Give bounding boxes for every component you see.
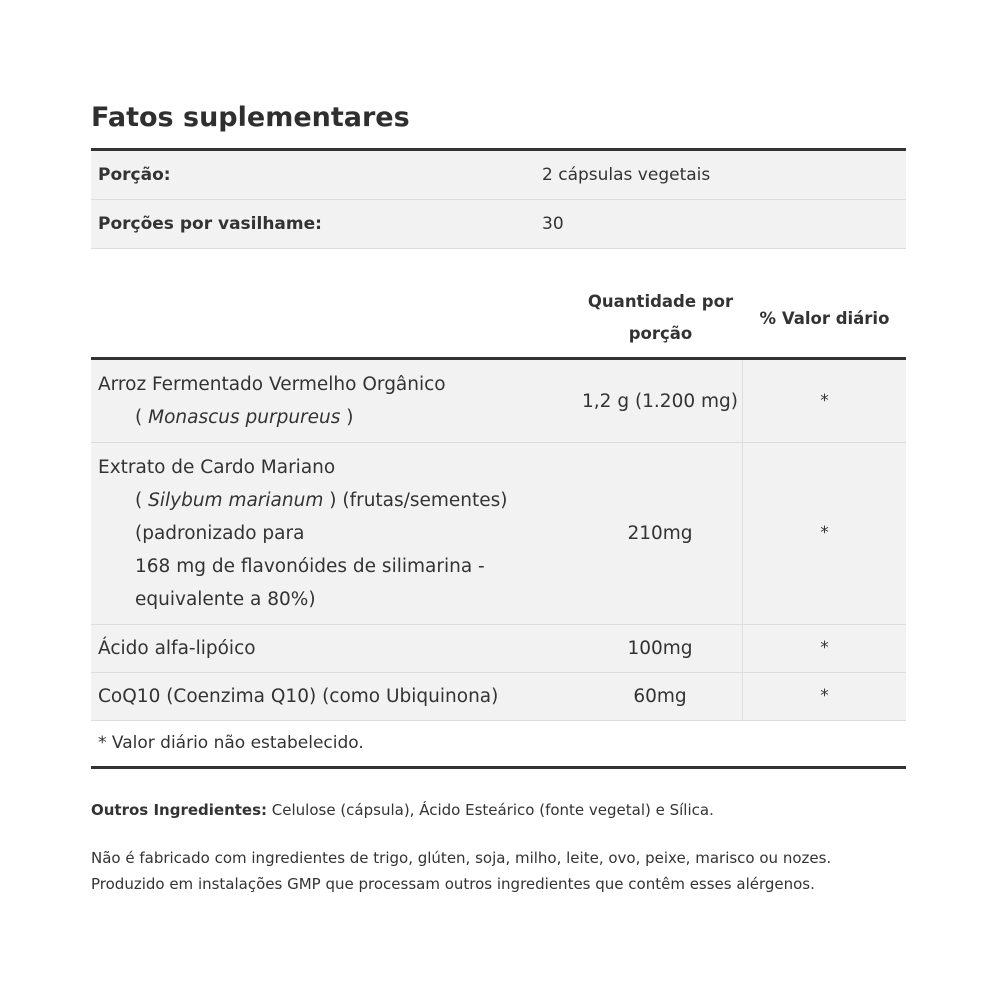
ingredient-amount: 100mg bbox=[578, 625, 743, 672]
nutrient-table bbox=[91, 357, 906, 769]
servings-per-container-row bbox=[91, 200, 906, 249]
table-row bbox=[91, 625, 906, 673]
ingredient-amount: 210mg bbox=[578, 443, 743, 624]
allergen-statement bbox=[91, 845, 906, 897]
allergen-line: Não é fabricado com ingredientes de trigo, glúten, soja, milho, leite, ovo, peixe, marisco ou nozes. bbox=[91, 849, 832, 867]
serving-size-value: 2 cápsulas vegetais bbox=[542, 165, 711, 185]
servings-per-container-value: 30 bbox=[542, 214, 564, 234]
ingredient-name: Arroz Fermentado Vermelho Orgânico bbox=[98, 374, 446, 395]
ingredient-name: Ácido alfa-lipóico bbox=[98, 638, 256, 659]
ingredient-detail: 168 mg de flavonóides de silimarina - bbox=[135, 556, 485, 577]
footnote: * Valor diário não estabelecido. bbox=[91, 721, 906, 769]
other-ingredients bbox=[91, 799, 906, 821]
latin-name: Monascus purpureus bbox=[148, 407, 341, 428]
amount-header: Quantidade por porção bbox=[587, 292, 734, 343]
ingredient-dv: * bbox=[743, 360, 906, 442]
ingredient-name: CoQ10 (Coenzima Q10) (como Ubiquinona) bbox=[98, 686, 499, 707]
table-row bbox=[91, 443, 906, 625]
table-header bbox=[91, 279, 906, 357]
serving-info bbox=[91, 148, 906, 249]
ingredient-dv: * bbox=[743, 625, 906, 672]
table-row bbox=[91, 360, 906, 443]
serving-size-row bbox=[91, 151, 906, 200]
servings-per-container-label: Porções por vasilhame: bbox=[98, 214, 322, 234]
ingredient-latin-line: ( Silybum marianum ) (frutas/sementes) bbox=[135, 490, 508, 511]
serving-size-label: Porção: bbox=[98, 165, 171, 185]
ingredient-detail: (padronizado para bbox=[135, 523, 305, 544]
table-row bbox=[91, 673, 906, 721]
other-ingredients-label: Outros Ingredientes: bbox=[91, 801, 268, 819]
daily-value-header: % Valor diário bbox=[759, 308, 890, 328]
page-title: Fatos suplementares bbox=[91, 102, 410, 133]
ingredient-latin-line: ( Monascus purpureus ) bbox=[135, 407, 354, 428]
supplement-facts bbox=[91, 98, 906, 897]
ingredient-detail: equivalente a 80%) bbox=[135, 589, 316, 610]
latin-name: Silybum marianum bbox=[148, 490, 324, 511]
allergen-line: Produzido em instalações GMP que processam outros ingredientes que contêm esses alérgenos. bbox=[91, 875, 815, 893]
ingredient-amount: 60mg bbox=[578, 673, 743, 720]
ingredient-dv: * bbox=[743, 443, 906, 624]
ingredient-dv: * bbox=[743, 673, 906, 720]
other-ingredients-text: Celulose (cápsula), Ácido Esteárico (fonte vegetal) e Sílica. bbox=[267, 801, 714, 819]
ingredient-amount: 1,2 g (1.200 mg) bbox=[578, 360, 743, 442]
ingredient-name: Extrato de Cardo Mariano bbox=[98, 457, 336, 478]
